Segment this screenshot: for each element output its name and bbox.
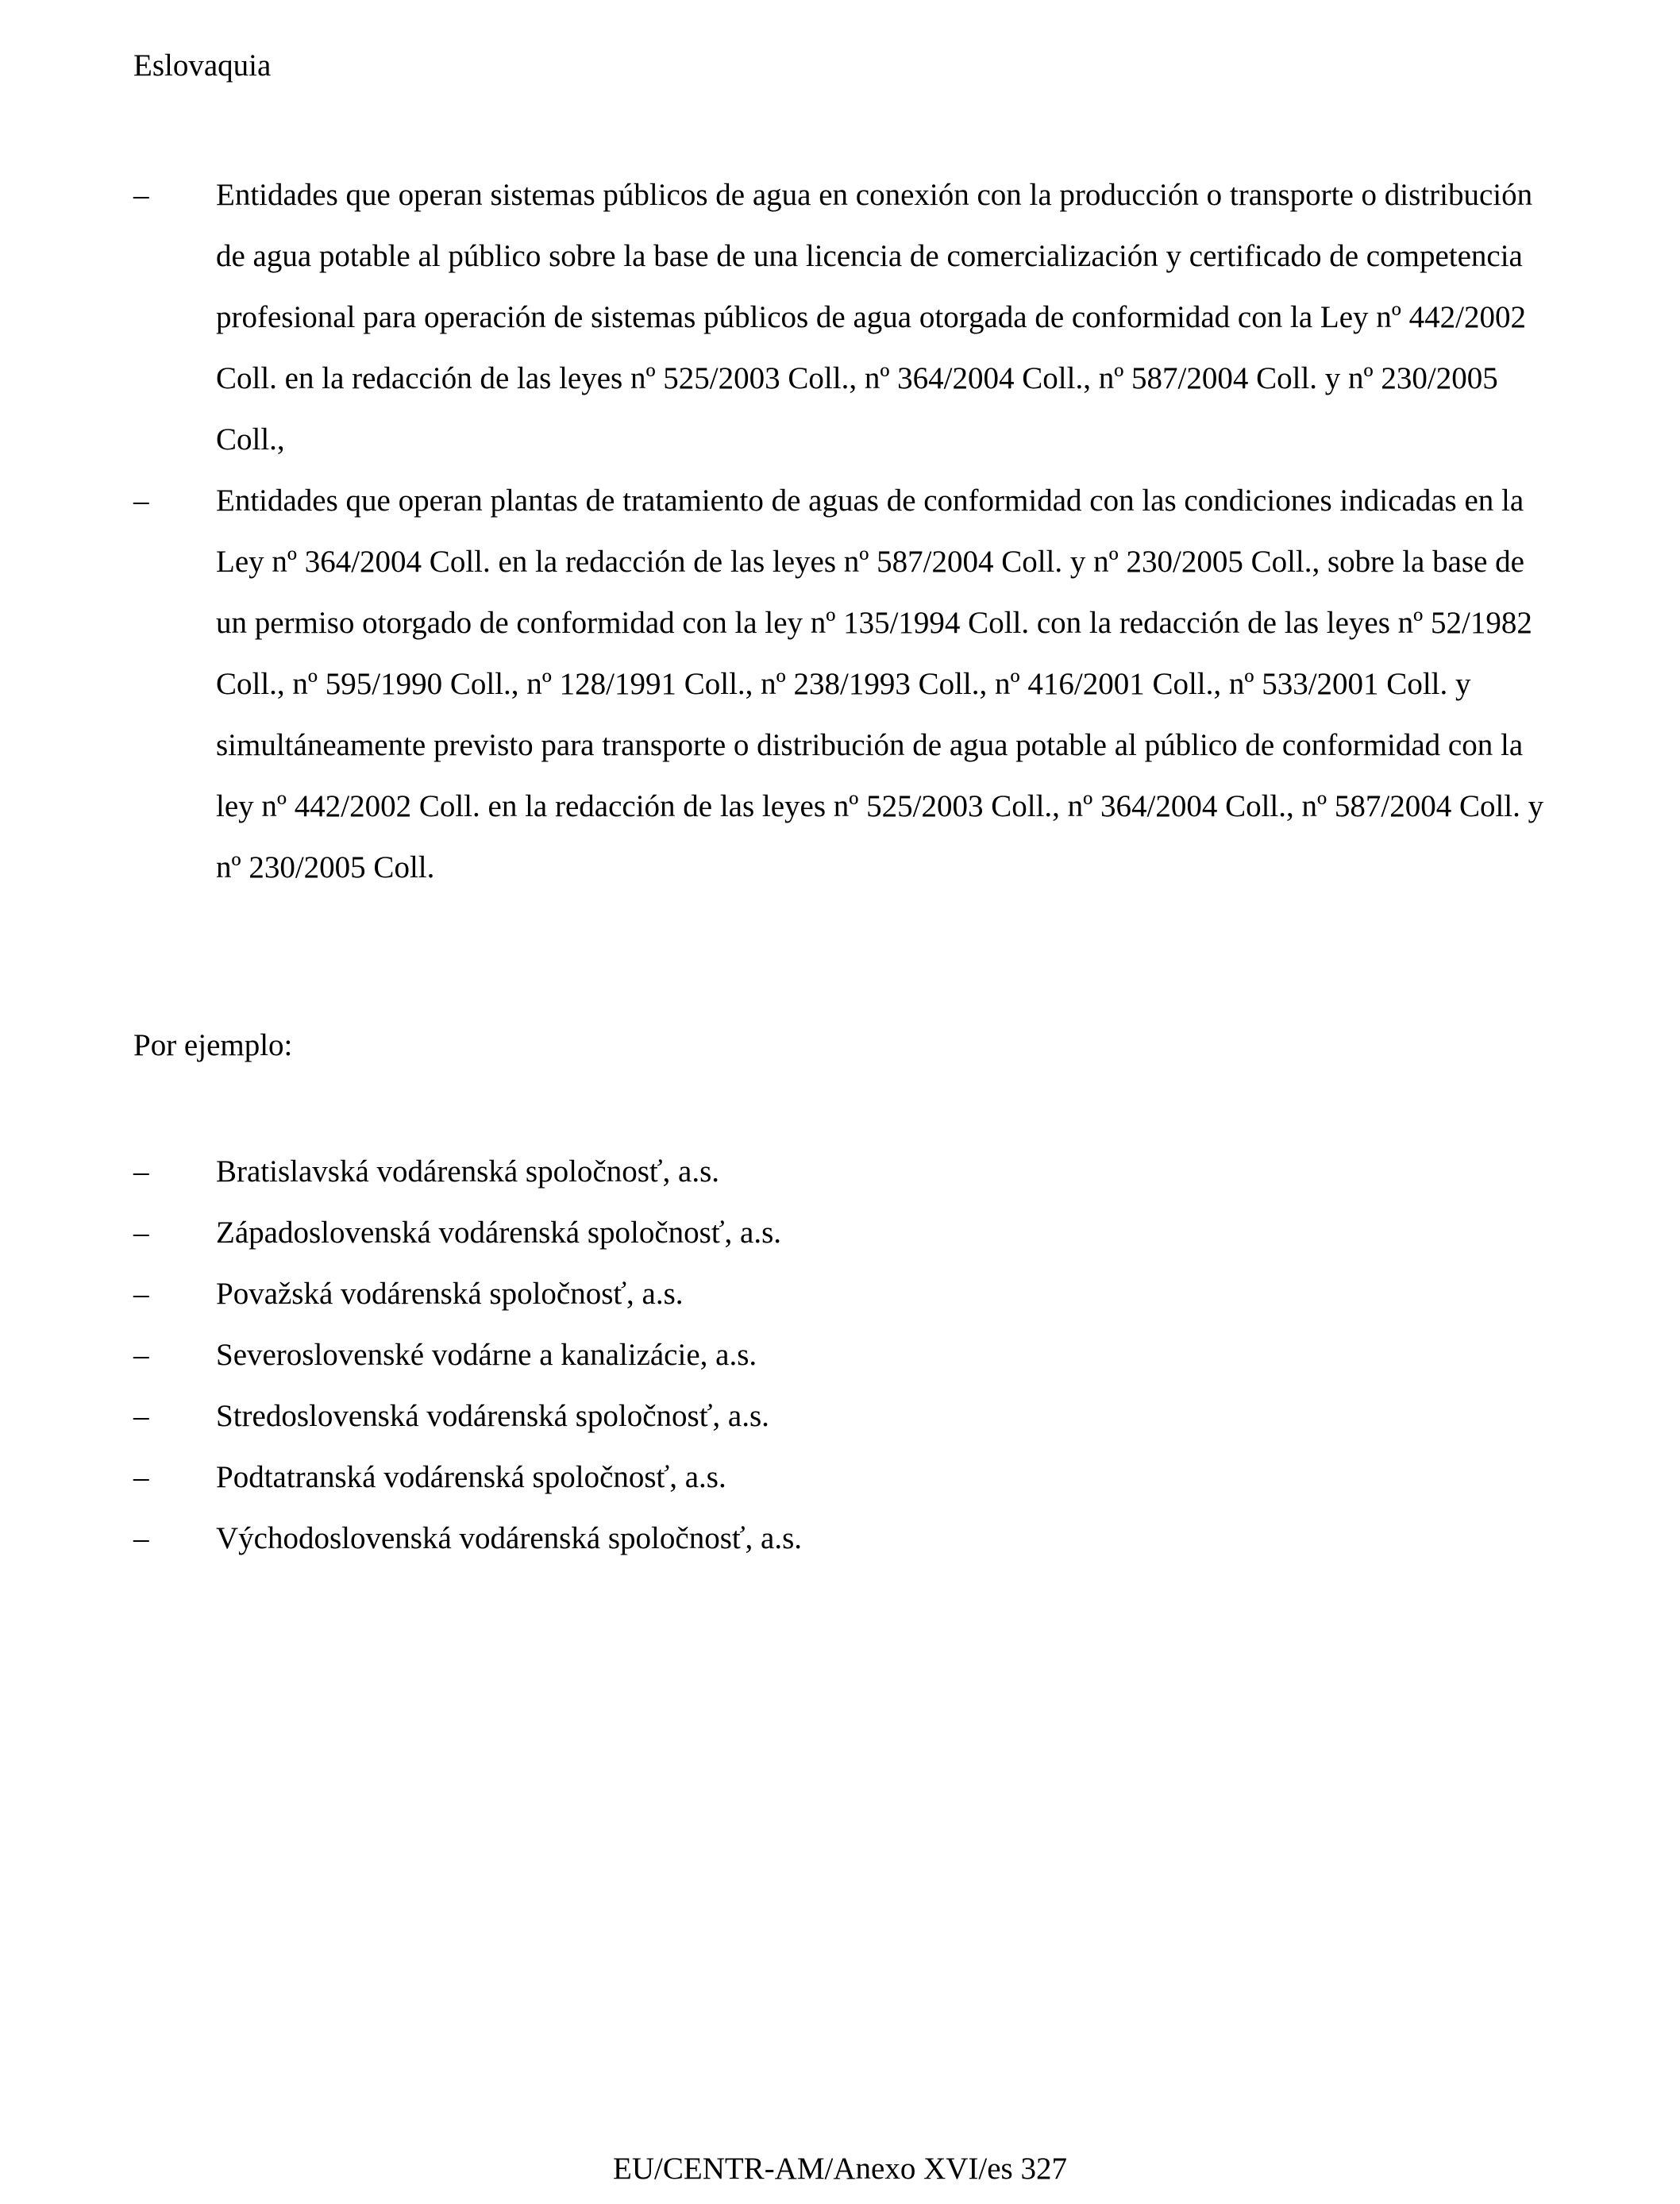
list-item bbox=[133, 1447, 1562, 1508]
country-heading: Eslovaquia bbox=[133, 48, 272, 83]
entity-description: Entidades que operan sistemas públicos de agua en conexión con la producción o transporte o distribución de agua potable al público sobre la base de una licencia de comercialización y certificado de competencia profesional para operación de sistemas públicos de agua otorgada de conformidad con la Ley nº 442/2002 Coll. en la redacción de las leyes nº 525/2003 Coll., nº 364/2004 Coll., nº 587/2004 Coll. y nº 230/2005 Coll., bbox=[216, 178, 1533, 457]
entity-description: Entidades que operan plantas de tratamiento de aguas de conformidad con las condiciones indicadas en la Ley nº 364/2004 Coll. en la redacción de las leyes nº 587/2004 Coll. y nº 230/2005 Coll., sobre la base de un permiso otorgado de conformidad con la ley nº 135/1994 Coll. con la redacción de las leyes nº 52/1982 Coll., nº 595/1990 Coll., nº 128/1991 Coll., nº 238/1993 Coll., nº 416/2001 Coll., nº 533/2001 Coll. y simultáneamente previsto para transporte o distribución de agua potable al público de conformidad con la ley nº 442/2002 Coll. en la redacción de las leyes nº 525/2003 Coll., nº 364/2004 Coll., nº 587/2004 Coll. y nº 230/2005 Coll. bbox=[216, 484, 1544, 884]
list-item bbox=[133, 470, 1562, 898]
example-list bbox=[133, 1141, 1562, 1569]
example-company: Podtatranská vodárenská spoločnosť, a.s. bbox=[216, 1460, 726, 1494]
example-company: Považská vodárenská spoločnosť, a.s. bbox=[216, 1277, 684, 1311]
dash-bullet: – bbox=[133, 1216, 149, 1250]
list-item bbox=[133, 1263, 1562, 1324]
examples-heading: Por ejemplo: bbox=[133, 1028, 293, 1062]
example-company: Severoslovenské vodárne a kanalizácie, a.s. bbox=[216, 1338, 757, 1372]
list-item bbox=[133, 1385, 1562, 1447]
dash-bullet: – bbox=[133, 1277, 149, 1311]
list-item bbox=[133, 1508, 1562, 1569]
dash-bullet: – bbox=[133, 484, 149, 518]
list-item bbox=[133, 1324, 1562, 1385]
dash-bullet: – bbox=[133, 1338, 149, 1372]
dash-bullet: – bbox=[133, 1521, 149, 1555]
example-company: Bratislavská vodárenská spoločnosť, a.s. bbox=[216, 1154, 720, 1189]
dash-bullet: – bbox=[133, 1154, 149, 1189]
example-company: Stredoslovenská vodárenská spoločnosť, a.s. bbox=[216, 1399, 769, 1433]
dash-bullet: – bbox=[133, 1460, 149, 1494]
dash-bullet: – bbox=[133, 1399, 149, 1433]
list-item bbox=[133, 1202, 1562, 1263]
example-company: Východoslovenská vodárenská spoločnosť, a.s. bbox=[216, 1521, 803, 1555]
list-item bbox=[133, 164, 1562, 470]
example-company: Západoslovenská vodárenská spoločnosť, a.s. bbox=[216, 1216, 781, 1250]
dash-bullet: – bbox=[133, 178, 149, 212]
page-footer: EU/CENTR-AM/Anexo XVI/es 327 bbox=[613, 2152, 1067, 2186]
list-item bbox=[133, 1141, 1562, 1202]
entity-list bbox=[133, 164, 1562, 898]
